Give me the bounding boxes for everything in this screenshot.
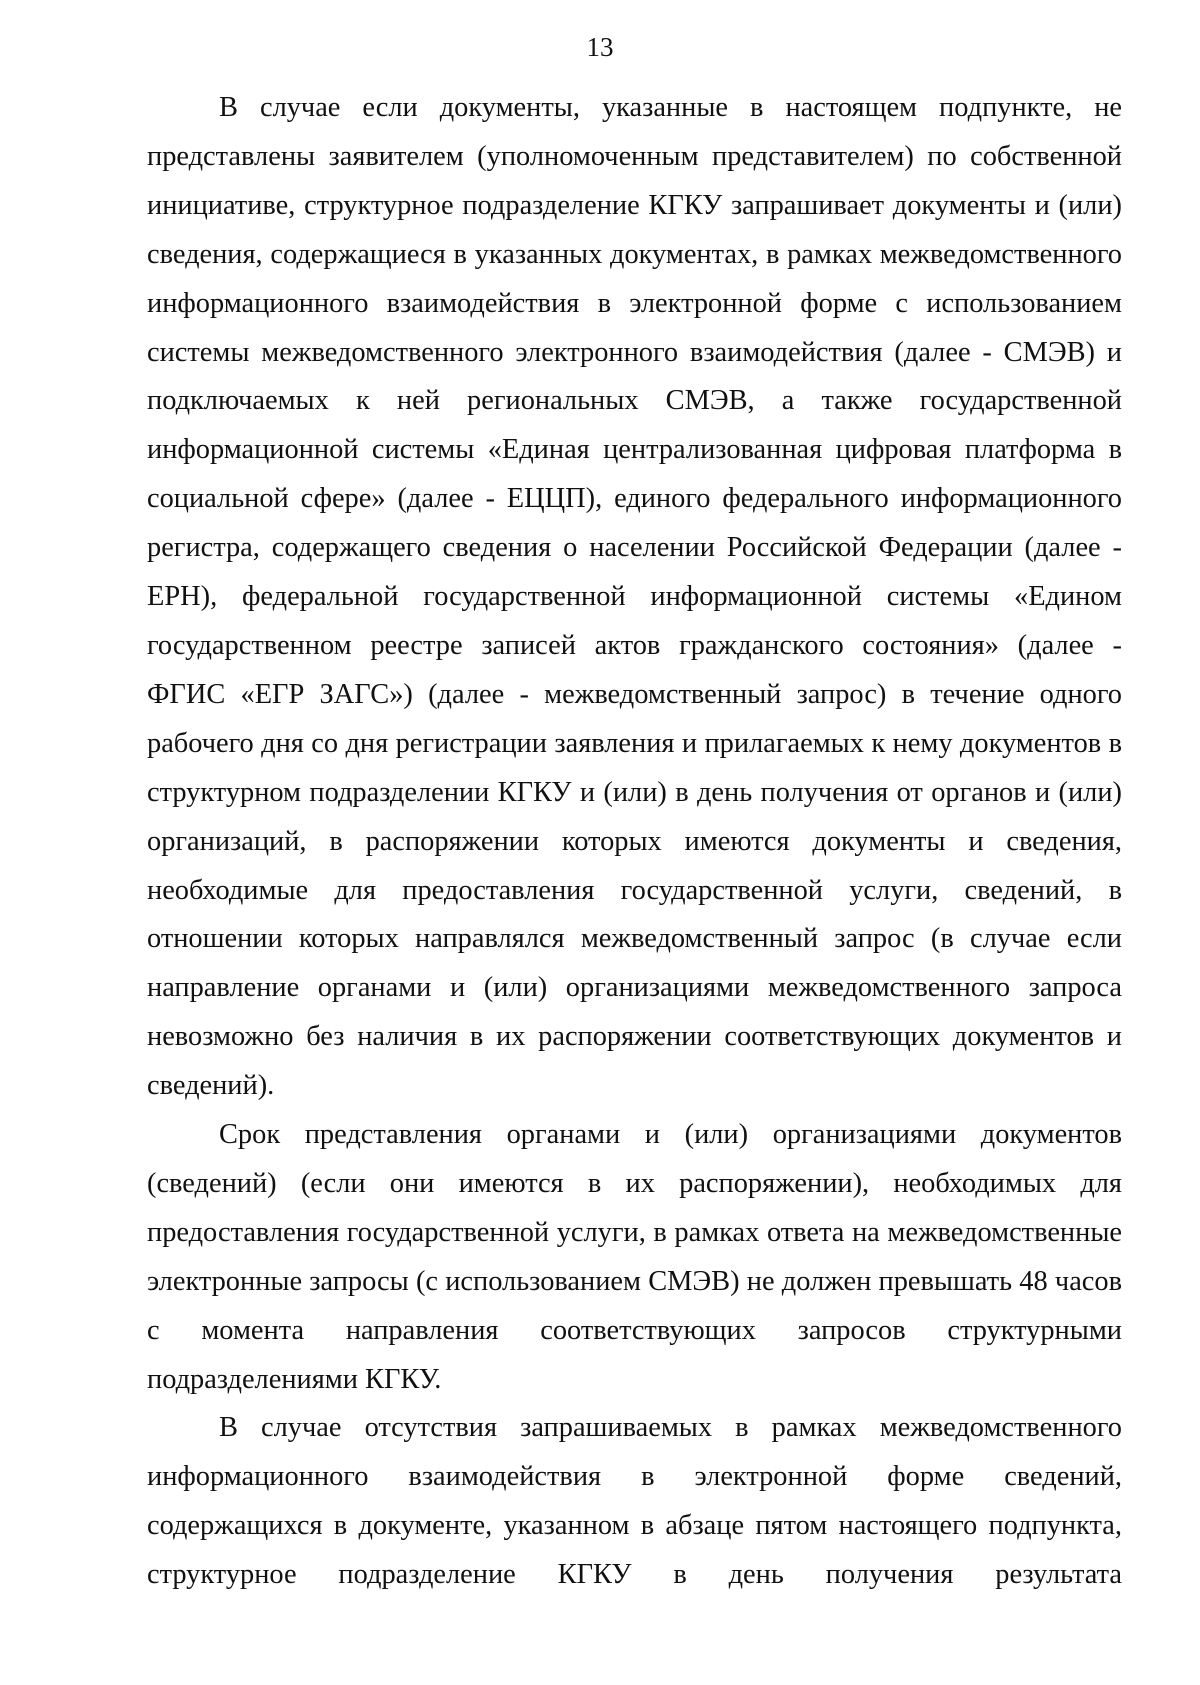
paragraph-response-deadline: Срок представления органами и (или) организациями документов (сведений) (если они имеются в их распоряжении), необходимых для предоставления государственной услуги, в рамках ответа на межведомственные электронные запросы (с использованием СМЭВ) не должен превышать 48 часов с момента направления соответствующих запросов структурными подразделениями КГКУ. [147,1119,1122,1395]
paragraph-interagency-request: В случае если документы, указанные в настоящем подпункте, не представлены заявителем (уполномоченным представителем) по собственной инициативе, структурное подразделение КГКУ запрашивает документы и (или) сведения, содержащиеся в указанных документах, в рамках межведомственного информационного взаимодействия в электронной форме с использованием системы межведомственного электронного взаимодействия (далее - СМЭВ) и подключаемых к ней региональных СМЭВ, а также государственной информационной системы «Единая централизованная цифровая платформа в социальной сфере» (далее - ЕЦЦП), единого федерального информационного регистра, содержащего сведения о населении Российской Федерации (далее - ЕРН), федеральной государственной информационной системы «Едином государственном реестре записей актов гражданского состояния» (далее - ФГИС «ЕГР ЗАГС») (далее - межведомственный запрос) в течение одного рабочего дня со дня регистрации заявления и прилагаемых к нему документов в структурном подразделении КГКУ и (или) в день получения от органов и (или) организаций, в распоряжении которых имеются документы и сведения, необходимые для предоставления государственной услуги, сведений, в отношении которых направлялся межведомственный запрос (в случае если направление органами и (или) организациями межведомственного запроса невозможно без наличия в их распоряжении соответствующих документов и сведений). [147,92,1122,1102]
paragraph-missing-information: В случае отсутствия запрашиваемых в рамках межведомственного информационного взаимодействия в электронной форме сведений, содержащихся в документе, указанном в абзаце пятом настоящего подпункта, структурное подразделение КГКУ в день получения результата [147,1412,1122,1591]
document-body [147,84,1122,1600]
page-number: 13 [586,32,614,62]
